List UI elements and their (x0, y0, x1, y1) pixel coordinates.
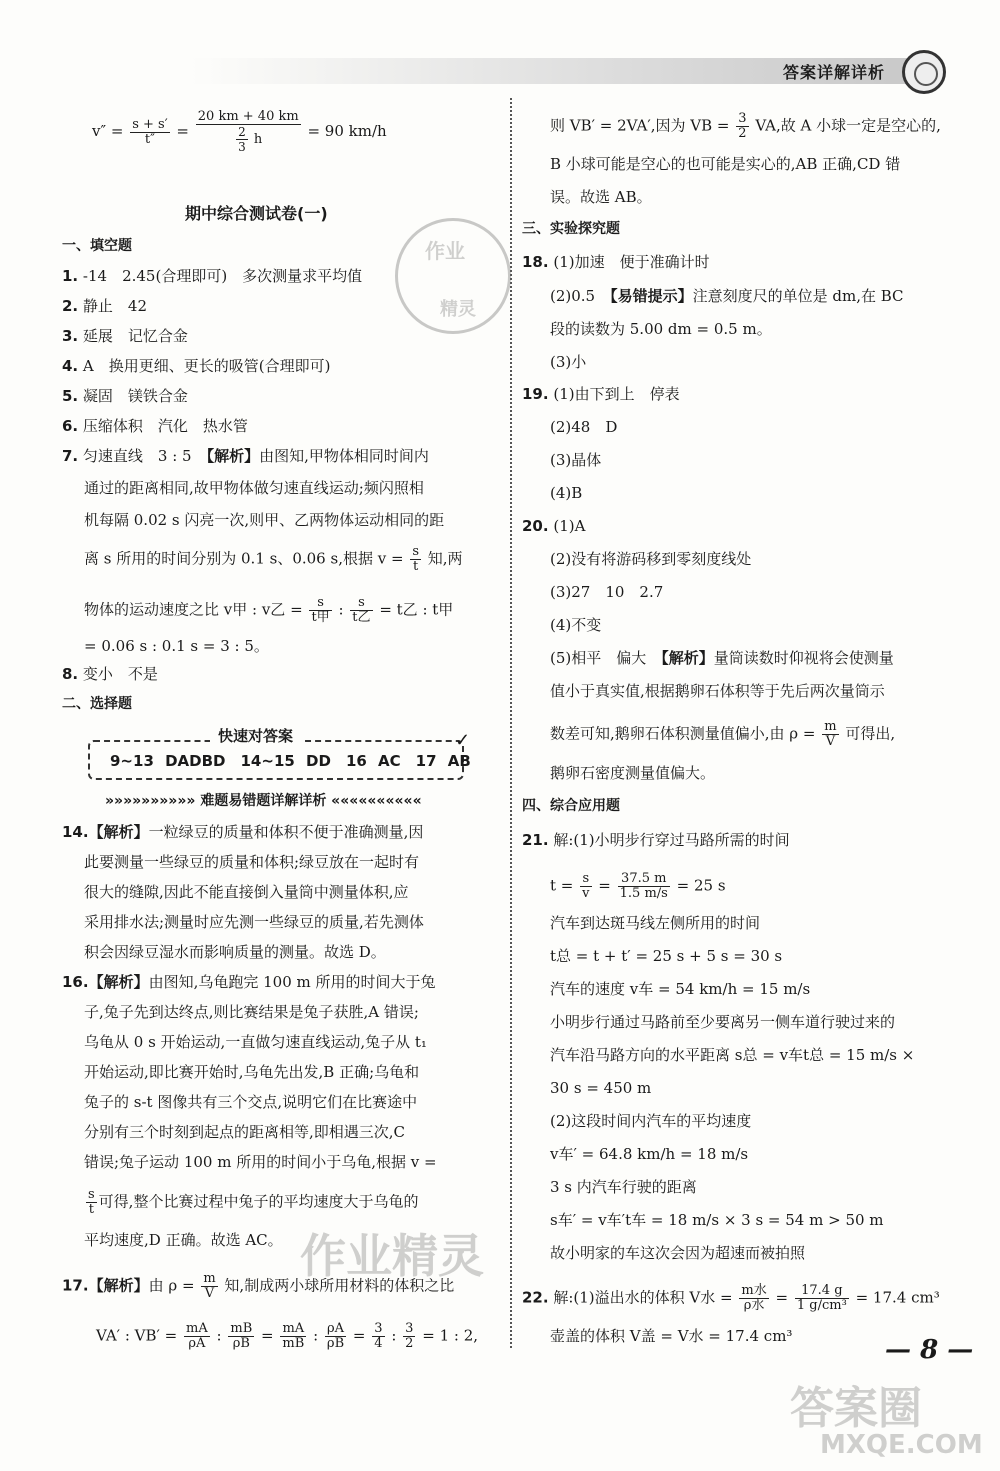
watermark-text: MXQE.COM (820, 1430, 983, 1460)
explanation-line: 值小于真实值,根据鹅卵石体积等于先后两次量筒示 (550, 682, 885, 700)
exam-title: 期中综合测试卷(一) (185, 204, 328, 223)
explanation-line: 3 s 内汽车行驶的距离 (550, 1178, 697, 1196)
page-number: — 8 — (885, 1335, 974, 1365)
answer-q18: 18. (1)加速 便于准确计时 (522, 253, 710, 271)
explanation-line: 汽车的速度 v车 = 54 km/h = 15 m/s (550, 980, 811, 998)
explanation-line: 故小明家的车这次会因为超速而被拍照 (550, 1244, 806, 1262)
answer-q17: 17.【解析】由 ρ = $\frac{m}{V}$ 知,制成两小球所用材料的体积之比 (62, 1271, 455, 1301)
watermark-text: 作业 (425, 239, 465, 263)
explanation-line: 误。故选 AB。 (550, 188, 652, 206)
answer-q21: 21. 解:(1)小明步行穿过马路所需的时间 (522, 831, 790, 849)
answer-q16: 16.【解析】由图知,乌龟跑完 100 m 所用的时间大于兔 (62, 973, 436, 991)
quick-answer-title: 快速对答案 (210, 725, 301, 746)
answer-q8: 8. 变小 不是 (62, 665, 158, 683)
explanation-line: (2)0.5 【易错提示】注意刻度尺的单位是 dm,在 BC (550, 287, 904, 305)
explanation-line: (3)小 (550, 353, 587, 371)
explanation-line: (2)这段时间内汽车的平均速度 (550, 1112, 752, 1130)
explanation-line: 段的读数为 5.00 dm = 0.5 m。 (550, 320, 772, 338)
explanation-line: 机每隔 0.02 s 闪亮一次,则甲、乙两物体运动相同的距 (84, 511, 445, 529)
explanation-line: (3)27 10 2.7 (550, 583, 664, 601)
checkmark-icon: ✓ (455, 730, 471, 751)
explanation-line: 错误;兔子运动 100 m 所用的时间小于乌龟,根据 v = (84, 1153, 437, 1171)
explanation-line: VA′ : VB′ = $\frac{mA}{\rho A}$ : $\frac{mB}{\rho B}$ = $\frac{mA}{mB}$ : $\frac{\rho A}{\rho B}$ = $\frac{3}{4}$ : $\frac{3}{2}$ = 1 : 2, (96, 1321, 479, 1351)
explanation-line: B 小球可能是空心的也可能是实心的,AB 正确,CD 错 (550, 155, 901, 173)
explanation-line: 乌龟从 0 s 开始运动,一直做匀速直线运动,兔子从 t₁ (84, 1033, 427, 1051)
explanation-line: 积会因绿豆湿水而影响质量的测量。故选 D。 (84, 943, 386, 961)
explanation-line: 汽车到达斑马线左侧所用的时间 (550, 914, 761, 932)
answer-q20: 20. (1)A (522, 517, 586, 535)
hard-problems-heading: »»»»»»»»»» 难题易错题详解详析 «««««««««« (105, 793, 422, 809)
answer-q14: 14.【解析】一粒绿豆的质量和体积不便于准确测量,因 (62, 823, 424, 841)
column-divider (510, 98, 512, 1348)
quick-answers: 9~13 DADBD 14~15 DD 16 AC 17 AB (110, 752, 471, 770)
explanation-line: 子,兔子先到达终点,则比赛结果是兔子获胜,A 错误; (84, 1003, 419, 1021)
explanation-line: (2)没有将游码移到零刻度线处 (550, 550, 752, 568)
explanation-line: 采用排水法;测量时应先测一些绿豆的质量,若先测体 (84, 913, 424, 931)
explanation-line: 平均速度,D 正确。故选 AC。 (84, 1231, 283, 1249)
explanation-line: t = $\frac{s}{v}$ = $\frac{37.5 m}{1.5 m/s}$ = 25 s (550, 871, 726, 901)
explanation-line: 鹅卵石密度测量值偏大。 (550, 764, 716, 782)
explanation-line: 通过的距离相同,故甲物体做匀速直线运动;频闪照相 (84, 479, 424, 497)
explanation-line: 数差可知,鹅卵石体积测量值偏小,由 ρ = $\frac{m}{V}$ 可得出, (550, 719, 896, 749)
explanation-line: 壶盖的体积 V盖 = V水 = 17.4 cm³ (550, 1327, 793, 1345)
explanation-line: $\frac{s}{t}$ 可得,整个比赛过程中兔子的平均速度大于乌龟的 (88, 1187, 419, 1217)
answer-q6: 6. 压缩体积 汽化 热水管 (62, 417, 248, 435)
explanation-line: 则 VB′ = 2VA′,因为 VB = $\frac{3}{2}$ VA,故 A 小球一定是空心的, (550, 111, 941, 141)
explanation-line: = 0.06 s : 0.1 s = 3 : 5。 (84, 637, 269, 655)
explanation-line: 小明步行通过马路前至少要离另一侧车道行驶过来的 (550, 1013, 896, 1031)
explanation-line: (5)相平 偏大 【解析】量筒读数时仰视将会使测量 (550, 649, 894, 667)
section-heading: 一、填空题 (62, 238, 132, 254)
answer-q22: 22. 解:(1)溢出水的体积 V水 = $\frac{\text{m水}}{\text{ρ水}}$ = $\frac{17.4 g}{\text{1 g/cm³}}$ = 17.4 cm³ (522, 1283, 940, 1313)
explanation-line: (3)晶体 (550, 451, 602, 469)
explanation-line: t总 = t + t′ = 25 s + 5 s = 30 s (550, 947, 783, 965)
explanation-line: 汽车沿马路方向的水平距离 s总 = v车t总 = 15 m/s × (550, 1046, 915, 1064)
section-heading: 二、选择题 (62, 696, 132, 712)
answer-q5: 5. 凝固 镁铁合金 (62, 387, 188, 405)
answer-q3: 3. 延展 记忆合金 (62, 327, 188, 345)
answer-q7: 7. 匀速直线 3 : 5 【解析】由图知,甲物体相同时间内 (62, 447, 429, 465)
section-heading: 三、实验探究题 (522, 221, 620, 237)
answer-q19: 19. (1)由下到上 停表 (522, 385, 680, 403)
explanation-line: 兔子的 s-t 图像共有三个交点,说明它们在比赛途中 (84, 1093, 418, 1111)
section-heading: 四、综合应用题 (522, 798, 620, 814)
explanation-line: 物体的运动速度之比 v甲 : v乙 = $\frac{s}{\text{t甲}}$ : $\frac{s}{\text{t乙}}$ = t乙 : t甲 (84, 595, 454, 625)
watermark-text: 作业精灵 (300, 1229, 484, 1283)
watermark-text: 答案圈 (790, 1383, 922, 1434)
velocity-equation: v″ = $\frac{s + s'}{t''}$ = 20 km + 40 km $\frac{2}{3}$ h = 90 km/h (92, 109, 387, 154)
explanation-line: 开始运动,即比赛开始时,乌龟先出发,B 正确;乌龟和 (84, 1063, 420, 1081)
explanation-line: s车′ = v车′t车 = 18 m/s × 3 s = 54 m > 50 m (550, 1211, 884, 1229)
answer-q4: 4. A 换用更细、更长的吸管(合理即可) (62, 357, 331, 375)
publisher-logo-icon (902, 50, 946, 94)
watermark-text: 精灵 (440, 299, 476, 320)
explanation-line: 分别有三个时刻到起点的距离相等,即相遇三次,C (84, 1123, 406, 1141)
explanation-line: 30 s = 450 m (550, 1079, 652, 1097)
answer-q1: 1. -14 2.45(合理即可) 多次测量求平均值 (62, 267, 363, 285)
explanation-line: (4)B (550, 484, 583, 502)
header-title: 答案详解详析 (782, 63, 885, 82)
explanation-line: 此要测量一些绿豆的质量和体积;绿豆放在一起时有 (84, 853, 420, 871)
answer-q2: 2. 静止 42 (62, 297, 148, 315)
explanation-line: (4)不变 (550, 616, 602, 634)
explanation-line: 很大的缝隙,因此不能直接倒入量筒中测量体积,应 (84, 883, 409, 901)
explanation-line: v车′ = 64.8 km/h = 18 m/s (550, 1145, 749, 1163)
explanation-line: (2)48 D (550, 418, 618, 436)
explanation-line: 离 s 所用的时间分别为 0.1 s、0.06 s,根据 v = $\frac{s}{t}$ 知,两 (84, 544, 463, 574)
